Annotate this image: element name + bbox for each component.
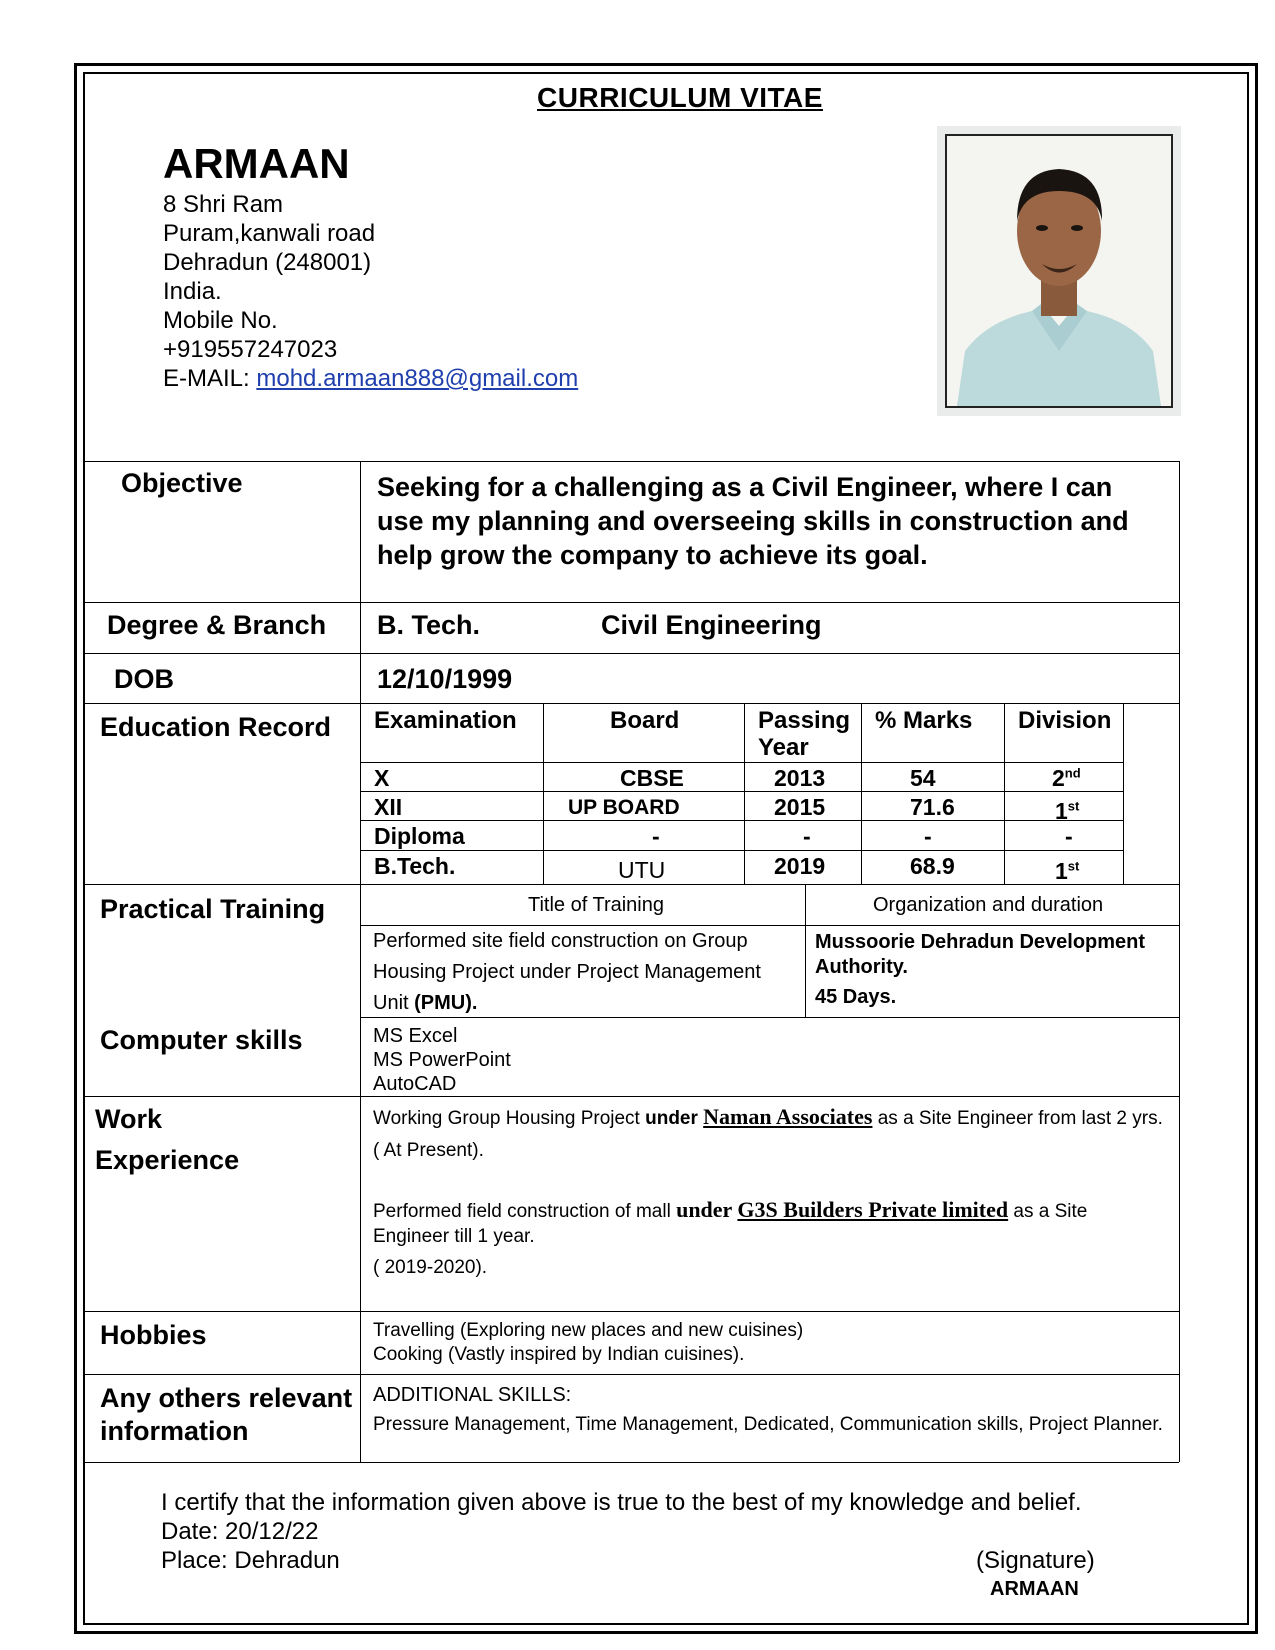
edu-cell-year: - xyxy=(803,823,811,849)
work-label-line1: Work xyxy=(95,1104,163,1134)
document-title: CURRICULUM VITAE xyxy=(537,82,823,113)
company-name: Naman Associates xyxy=(703,1104,873,1129)
degree-value: B. Tech. xyxy=(377,610,481,640)
photo-frame xyxy=(945,134,1173,408)
list-item: Cooking (Vastly inspired by Indian cuisines). xyxy=(373,1344,745,1365)
hobbies-label: Hobbies xyxy=(100,1320,207,1350)
edu-cell-year: 2013 xyxy=(774,765,826,791)
training-col-org: Organization and duration xyxy=(873,894,1104,916)
address-line: 8 Shri Ram xyxy=(163,191,284,218)
edu-grid-line xyxy=(744,703,745,884)
edu-cell-year: 2015 xyxy=(774,794,826,820)
edu-grid-line xyxy=(1123,703,1124,884)
table-line xyxy=(85,1096,1179,1097)
edu-grid-line xyxy=(543,703,544,884)
edu-cell-board: - xyxy=(652,823,660,849)
table-line xyxy=(85,1311,1179,1312)
edu-cell-division: - xyxy=(1065,823,1073,849)
edu-cell-board: UTU xyxy=(618,857,666,883)
training-label: Practical Training xyxy=(100,894,326,924)
edu-header-year: Passing Year xyxy=(758,707,851,761)
training-col-title: Title of Training xyxy=(528,894,664,916)
edu-cell-exam: XII xyxy=(374,794,403,820)
certify-statement: I certify that the information given above is true to the best of my knowledge and belief. xyxy=(161,1489,1082,1516)
edu-cell-exam: B.Tech. xyxy=(374,853,456,879)
education-label: Education Record xyxy=(100,712,332,742)
table-line xyxy=(85,884,1179,885)
degree-label: Degree & Branch xyxy=(107,610,327,640)
edu-cell-division: 2nd xyxy=(1052,765,1081,791)
candidate-name: ARMAAN xyxy=(163,140,350,187)
other-info-label: Any others relevant information xyxy=(100,1383,353,1446)
email-row xyxy=(163,364,578,393)
email-label: E-MAIL: xyxy=(163,365,257,392)
edu-cell-marks: 54 xyxy=(910,765,936,791)
table-line xyxy=(85,602,1179,603)
address-line: India. xyxy=(163,278,222,305)
dob-value: 12/10/1999 xyxy=(377,664,513,694)
work-job-2-period: ( 2019-2020). xyxy=(373,1257,488,1278)
table-line xyxy=(85,1462,1179,1463)
list-item: MS PowerPoint xyxy=(373,1049,511,1071)
edu-cell-marks: - xyxy=(924,823,932,849)
edu-header-marks: % Marks xyxy=(875,707,973,734)
table-line xyxy=(1179,461,1180,1462)
edu-cell-exam: X xyxy=(374,765,390,791)
list-item: AutoCAD xyxy=(373,1073,457,1095)
edu-grid-line xyxy=(861,703,862,884)
date-line: Date: 20/12/22 xyxy=(161,1518,319,1545)
dob-label: DOB xyxy=(114,664,174,694)
edu-grid-line xyxy=(360,820,1123,821)
training-title: Performed site field construction on Group Housing Project under Project Management Unit (PMU). xyxy=(373,930,761,1014)
mobile-number: +919557247023 xyxy=(163,336,338,363)
mobile-label: Mobile No. xyxy=(163,307,278,334)
computer-skills-label: Computer skills xyxy=(100,1025,303,1055)
edu-header-board: Board xyxy=(610,707,680,734)
address-line: Puram,kanwali road xyxy=(163,220,376,247)
hobbies-list xyxy=(373,1319,803,1367)
contact-block xyxy=(163,190,578,393)
edu-cell-marks: 68.9 xyxy=(910,853,955,879)
place-line: Place: Dehradun xyxy=(161,1547,340,1574)
portrait-image xyxy=(947,136,1171,406)
edu-grid-line xyxy=(1004,703,1005,884)
edu-header-division: Division xyxy=(1018,707,1112,734)
edu-cell-board: CBSE xyxy=(620,765,684,791)
training-organization: Mussoorie Dehradun Development Authority. xyxy=(815,931,1146,978)
work-job-2: Performed field construction of mall under G3S Builders Private limited as a Site xyxy=(373,1197,1088,1222)
work-label-line2: Experience xyxy=(95,1145,240,1175)
table-line xyxy=(85,653,1179,654)
edu-cell-exam: Diploma xyxy=(374,823,465,849)
edu-cell-division: 1st xyxy=(1055,798,1080,824)
training-duration: 45 Days. xyxy=(815,986,897,1008)
address-line: Dehradun (248001) xyxy=(163,249,372,276)
objective-label: Objective xyxy=(121,468,243,498)
company-name: G3S Builders Private limited xyxy=(737,1197,1009,1222)
certification-block xyxy=(161,1488,1082,1575)
edu-grid-line xyxy=(360,762,1123,763)
edu-grid-line xyxy=(360,791,1123,792)
computer-skills-list xyxy=(373,1024,511,1096)
work-job-1: Working Group Housing Project under Naman Associates as a Site Engineer from last 2 yrs. xyxy=(373,1104,1163,1129)
profile-photo xyxy=(937,126,1181,416)
signature-label: (Signature) xyxy=(976,1547,1095,1574)
list-item: MS Excel xyxy=(373,1025,458,1047)
edu-cell-marks: 71.6 xyxy=(910,794,955,820)
table-line xyxy=(360,461,361,1462)
signature-name: ARMAAN xyxy=(990,1578,1079,1600)
work-job-2-line2: Engineer till 1 year. xyxy=(373,1226,535,1247)
additional-skills-text: Pressure Management, Time Management, Dedicated, Communication skills, Project Planner. xyxy=(373,1414,1163,1435)
additional-skills-heading: ADDITIONAL SKILLS: xyxy=(373,1384,572,1406)
edu-cell-division: 1st xyxy=(1055,858,1080,884)
edu-header-exam: Examination xyxy=(374,707,517,734)
table-line xyxy=(805,884,806,1017)
edu-cell-year: 2019 xyxy=(774,853,826,879)
objective-text: Seeking for a challenging as a Civil Engineer, where I can use my planning and overseeing skills in construction and help grow the company to achieve its goal. xyxy=(377,472,1129,570)
branch-value: Civil Engineering xyxy=(601,610,822,640)
list-item: Travelling (Exploring new places and new cuisines) xyxy=(373,1320,804,1341)
work-job-1-period: ( At Present). xyxy=(373,1140,484,1161)
table-line xyxy=(85,461,1179,462)
table-line xyxy=(85,1374,1179,1375)
edu-grid-line xyxy=(360,850,1123,851)
edu-cell-board: UP BOARD xyxy=(568,796,680,819)
email-link[interactable]: mohd.armaan888@gmail.com xyxy=(256,365,579,392)
table-line xyxy=(85,703,1179,704)
